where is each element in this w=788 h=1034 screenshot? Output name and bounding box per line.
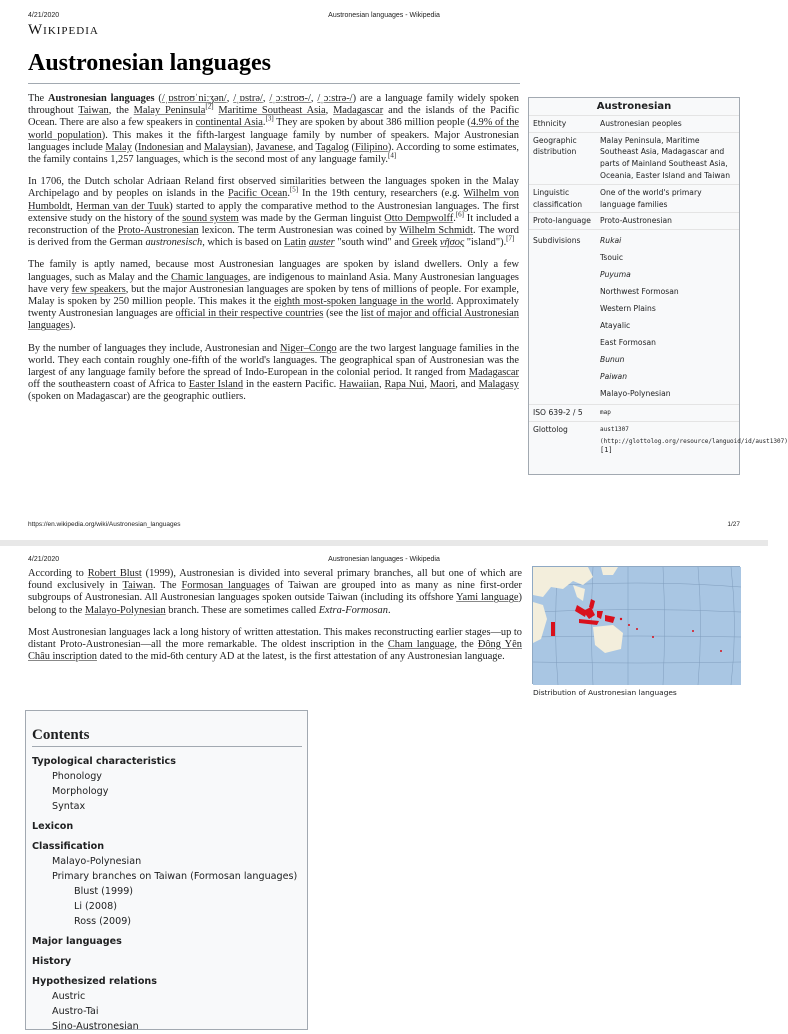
infobox-title: Austronesian	[596, 101, 672, 112]
wiki-link[interactable]: νῆσος	[439, 237, 465, 249]
wiki-link[interactable]: Herman van der Tuuk	[76, 200, 170, 212]
toc-item[interactable]: Phonology	[52, 771, 102, 782]
paragraph-text: and the islands of the Pacific Ocean. There are also a few speakers in	[28, 105, 519, 129]
paragraph	[28, 343, 519, 404]
paragraph-text: ,	[226, 93, 234, 104]
wiki-link[interactable]: Cham language	[387, 639, 455, 651]
paragraph-text: ,	[378, 379, 385, 391]
infobox	[528, 97, 788, 475]
wiki-link[interactable]: auster	[308, 237, 335, 249]
wiki-link[interactable]: /ˌɒstroʊˈniːʒən/	[161, 93, 227, 104]
paragraph-text: .	[387, 604, 391, 616]
toc-item[interactable]: Hypothesized relations	[32, 976, 157, 987]
subdivision-item[interactable]: Paiwan	[600, 372, 628, 382]
paragraph-text: , which is based on	[202, 237, 285, 249]
paragraph-text: "island").	[464, 237, 507, 249]
paragraph-text: ),	[247, 141, 256, 153]
paragraph-text: According to	[28, 568, 88, 579]
paragraph-text: branch. These are sometimes called	[165, 604, 319, 616]
paragraph-text: , and	[455, 379, 479, 391]
italic-term: austronesisch	[145, 237, 203, 249]
reference-link[interactable]: [3]	[265, 114, 274, 123]
paragraph-text: ,	[310, 93, 318, 104]
paragraph-text: ).	[69, 320, 76, 332]
toc-item[interactable]: Malayo-Polynesian	[52, 856, 142, 867]
title-divider	[28, 83, 520, 84]
paragraph-text: (1999), Austronesian is divided into several primary branches, all but one of which are found exclusively in	[28, 568, 522, 592]
print-title: Austronesian languages - Wikipedia	[328, 12, 440, 19]
toc-item[interactable]: Lexicon	[32, 821, 74, 832]
wiki-link[interactable]: Latin	[284, 237, 307, 249]
toc-item[interactable]: Syntax	[52, 801, 86, 812]
wiki-link[interactable]: Filipino	[354, 141, 388, 153]
wiki-link[interactable]: Malagasy	[478, 379, 520, 391]
paragraph-text: It included a reconstruction of the	[28, 212, 519, 237]
subdivision-item[interactable]: Western Plains	[600, 304, 656, 314]
pdf-page-2	[0, 546, 768, 1032]
wiki-link[interactable]: Robert Blust	[87, 568, 142, 579]
paragraph-text: ,	[424, 379, 430, 391]
subdivision-item[interactable]: Northwest Formosan	[600, 287, 679, 297]
toc-item[interactable]: Sino-Austronesian	[52, 1021, 139, 1032]
paragraph-text: , the	[454, 639, 478, 651]
infobox-row-ethnicity	[529, 115, 739, 132]
reference-link[interactable]: [7]	[506, 234, 515, 243]
infobox-label: Geographic distribution	[533, 135, 577, 157]
reference-link[interactable]: [6]	[455, 210, 465, 219]
subdivision-item[interactable]: Puyuma	[600, 270, 631, 280]
paragraph-text: are the two largest language families in the world. They each contain roughly one-fifth of the world's languages. The geographical span of Austronesian was the largest of any language family before the spread of Indo-European in the colonial period. It ranged from	[28, 342, 519, 379]
wiki-link[interactable]: few speakers	[71, 283, 126, 295]
paragraph-text: . The	[152, 580, 182, 592]
paragraph-text: ). According to some estimates, the family contains 1,257 languages, which is the second most of any language family.	[28, 141, 520, 166]
toc-item[interactable]: Austric	[52, 991, 86, 1002]
paragraph-text: The family is aptly named, because most Austronesian languages are spoken by island dwellers. Only a few languages, such as Malay and the	[28, 259, 519, 283]
infobox-value: One of the world's primary language families	[600, 187, 702, 209]
paragraph-text: ,	[325, 105, 334, 117]
paragraph-text: (spoken on Madagascar) are the geographic outliers.	[28, 391, 246, 403]
paragraph-text: off the southeastern coast of Africa to	[28, 379, 189, 391]
infobox-row-proto-language	[529, 212, 739, 229]
print-page-number: 1/27	[727, 521, 740, 528]
infobox-row-glottolog	[529, 421, 788, 474]
toc-list	[32, 754, 306, 1034]
subdivision-list	[600, 232, 735, 402]
toc-item[interactable]: Austro-Tai	[52, 1006, 99, 1017]
infobox-value: Malay Peninsula, Maritime Southeast Asia, Madagascar and parts of Mainland Southeast Asia, Oceania, Easter Island and Taiwan	[600, 135, 731, 180]
paragraph	[28, 627, 522, 664]
wiki-link[interactable]: Otto Dempwolff	[384, 212, 454, 224]
infobox-link[interactable]: Austronesian peoples	[600, 118, 682, 128]
reference-link[interactable]: [4]	[388, 151, 397, 160]
toc-item[interactable]: Morphology	[52, 786, 109, 797]
wiki-link[interactable]: official in their respective countries	[175, 308, 324, 320]
wikipedia-logo[interactable]: Wikipedia	[28, 22, 99, 38]
wiki-link[interactable]: Greek	[411, 237, 438, 249]
wiki-link[interactable]: Chamic languages	[171, 271, 248, 283]
wiki-link[interactable]: sound system	[182, 212, 239, 224]
toc-item[interactable]: Major languages	[32, 936, 122, 947]
table-of-contents	[25, 710, 308, 1030]
glottolog-code[interactable]: aust1307 (http://glottolog.org/resource/languoid/id/aust1307)	[600, 426, 788, 446]
paragraph-text: in the eastern Pacific.	[243, 379, 340, 391]
paragraph-text: , and	[292, 141, 316, 153]
wiki-link[interactable]: Yami language	[456, 592, 519, 604]
infobox-row-subdivisions	[529, 229, 739, 404]
print-url: https://en.wikipedia.org/wiki/Austronesian_languages	[28, 521, 181, 528]
infobox-label: Ethnicity	[533, 118, 567, 128]
print-date: 4/21/2020	[28, 12, 60, 19]
paragraph-text: dated to the mid-6th century AD at the latest, is the first attestation of any Austronesian language.	[96, 651, 505, 663]
wiki-link[interactable]: Tagalog	[315, 141, 349, 153]
wiki-link[interactable]: continental Asia	[195, 117, 263, 129]
glottolog-link[interactable]	[600, 424, 788, 460]
wiki-link[interactable]: Madagascar	[333, 105, 384, 117]
wiki-link[interactable]: Indonesian	[138, 141, 184, 153]
paragraph-text: Most Austronesian languages lack a long history of written attestation. This makes reconstructing earlier stages—up to distant Proto-Austronesian—all the more remarkable. The oldest inscription in the	[28, 626, 522, 651]
iso-code: map	[600, 409, 611, 417]
wiki-link[interactable]: /ˌɔːstroʊ-/	[269, 93, 311, 104]
paragraph-text: ) are a language family widely spoken throughout	[28, 93, 520, 117]
paragraph-text: In the 19th century, researchers (e.g.	[298, 188, 464, 200]
page-title: Austronesian languages	[28, 50, 271, 76]
paragraph-text: (	[131, 141, 139, 153]
paragraph-text: ,	[262, 93, 270, 104]
wiki-link[interactable]: /ˌɒstrə/	[233, 93, 263, 104]
reference-link[interactable]: [1]	[600, 446, 613, 455]
paragraph	[28, 568, 522, 617]
wiki-link[interactable]: Madagascar	[468, 367, 519, 379]
paragraph-text: , but the major Austronesian languages are spoken by tens of millions of people. For example, Malay is spoken by 250 million people. This makes it the	[28, 283, 520, 308]
wiki-link[interactable]: Taiwan	[122, 580, 153, 592]
paragraph	[28, 93, 519, 166]
infobox-row-geographic-distribution	[529, 132, 739, 184]
subdivision-item[interactable]: Atayalic	[600, 321, 631, 331]
paragraph	[28, 176, 519, 249]
infobox-row-iso	[529, 404, 739, 421]
paragraph-text: .	[453, 212, 456, 224]
paragraph-text: (see the	[323, 308, 361, 320]
wiki-link[interactable]: Javanese	[255, 141, 293, 153]
paragraph-text: , the	[108, 105, 134, 117]
map-caption: Distribution of Austronesian languages	[533, 688, 677, 697]
wiki-link[interactable]: Wilhelm von Humboldt	[28, 188, 519, 212]
reference-link[interactable]: [5]	[289, 185, 299, 194]
paragraph-text: The	[28, 93, 49, 104]
paragraph-text: . Approximately twenty Austronesian languages are	[28, 296, 520, 320]
paragraph-text: lexicon. The term Austronesian was coined by	[198, 225, 400, 237]
wiki-link[interactable]: Rapa Nui	[384, 379, 425, 391]
wiki-link[interactable]: Malayo-Polynesian	[84, 604, 166, 616]
toc-item[interactable]: Classification	[32, 841, 105, 852]
wiki-link[interactable]: Maritime Southeast Asia	[218, 105, 326, 117]
infobox-row-linguistic-classification	[529, 184, 739, 213]
map-image	[533, 567, 741, 685]
bold-term: Austronesian languages	[48, 93, 155, 104]
italic-term: Extra-Formosan	[318, 604, 388, 616]
wiki-link[interactable]: Maori	[429, 379, 456, 391]
paragraph-text: (	[154, 93, 162, 104]
paragraph-text: was made by the German linguist	[238, 212, 385, 224]
subdivision-item[interactable]: Tsouic	[600, 253, 624, 263]
reference-link[interactable]: [2]	[205, 102, 214, 111]
print-title: Austronesian languages - Wikipedia	[328, 556, 440, 563]
wiki-link[interactable]: Niger–Congo	[280, 342, 337, 354]
paragraph-text: In 1706, the Dutch scholar Adriaan Reland first observed similarities between the languages spoken in the Malay Archipelago and by peoples on islands in the	[28, 176, 519, 200]
paragraph-text: ,	[70, 200, 77, 212]
print-date: 4/21/2020	[28, 556, 60, 563]
wiki-link[interactable]: Pacific Ocean	[227, 188, 288, 200]
paragraph-text: .	[287, 188, 290, 200]
infobox-label: Proto-language	[533, 216, 591, 226]
wiki-link[interactable]: Formosan languages	[181, 580, 270, 592]
subdivision-item[interactable]: Rukai	[600, 236, 622, 246]
toc-title: Contents	[32, 727, 302, 747]
toc-item[interactable]: Blust (1999)	[74, 886, 134, 897]
paragraph-text: (	[348, 141, 355, 153]
infobox-label: Linguistic classification	[533, 187, 583, 209]
wiki-link[interactable]: Malay	[105, 141, 132, 153]
infobox-label: Subdivisions	[533, 236, 581, 246]
wiki-link[interactable]: 4.9% of the world population	[28, 117, 519, 141]
article-body	[28, 568, 522, 673]
toc-item[interactable]: Typological characteristics	[32, 756, 176, 767]
paragraph-text: and	[183, 141, 204, 153]
wiki-link[interactable]: Đông Yên Châu inscription	[28, 639, 522, 663]
paragraph-text: of Taiwan are grouped into as many as nine first-order subgroups of Austronesian. All Austronesian languages spoken outside Taiwan (including its offshore	[28, 580, 522, 604]
wiki-link[interactable]: Taiwan	[78, 105, 109, 117]
paragraph-text: .	[262, 117, 266, 129]
paragraph-text: ). This makes it the fifth-largest language family by number of speakers. Major Austronesian languages include	[28, 129, 519, 153]
toc-item[interactable]: Ross (2009)	[74, 916, 132, 927]
wiki-link[interactable]: Hawaiian	[339, 379, 379, 391]
wiki-link[interactable]: list of major and official Austronesian languages	[28, 308, 519, 332]
paragraph-text: They are spoken by about 386 million people (	[273, 117, 471, 129]
infobox-link[interactable]: Proto-Austronesian	[600, 216, 672, 226]
wiki-link[interactable]: Easter Island	[188, 379, 244, 391]
article-body	[28, 93, 519, 414]
infobox-label: Glottolog	[533, 425, 568, 435]
paragraph	[28, 259, 519, 332]
paragraph-text: By the number of languages they include, Austronesian and	[28, 342, 281, 354]
distribution-map[interactable]	[532, 566, 740, 684]
infobox-label: ISO 639-2 / 5	[533, 408, 583, 418]
toc-item[interactable]: Li (2008)	[74, 901, 117, 912]
wiki-link[interactable]: eighth most-spoken language in the world	[274, 296, 452, 308]
wiki-link[interactable]: Malay Peninsula	[133, 105, 206, 117]
paragraph-text: "south wind" and	[334, 237, 412, 249]
paragraph-text: . The word is derived from the German	[28, 225, 519, 249]
wiki-link[interactable]: Malaysian	[203, 141, 248, 153]
paragraph-text: ) belong to the	[28, 592, 522, 616]
subdivision-item[interactable]: Malayo-Polynesian	[600, 389, 671, 399]
subdivision-item[interactable]: Bunun	[600, 355, 625, 365]
wiki-link[interactable]: Proto-Austronesian	[117, 225, 199, 237]
paragraph-text: ) started to apply the comparative method to the Austronesian languages. The first extensive study on the history of the	[28, 200, 519, 224]
subdivision-item[interactable]: East Formosan	[600, 338, 656, 348]
toc-item[interactable]: Primary branches on Taiwan (Formosan languages)	[52, 871, 298, 882]
wiki-link[interactable]: Wilhelm Schmidt	[399, 225, 474, 237]
wiki-link[interactable]: /ˌɔːstrə-/	[317, 93, 353, 104]
toc-item[interactable]: History	[32, 956, 72, 967]
paragraph-text: , are indigenous to mainland Asia. Many Austronesian languages have very	[28, 271, 519, 295]
